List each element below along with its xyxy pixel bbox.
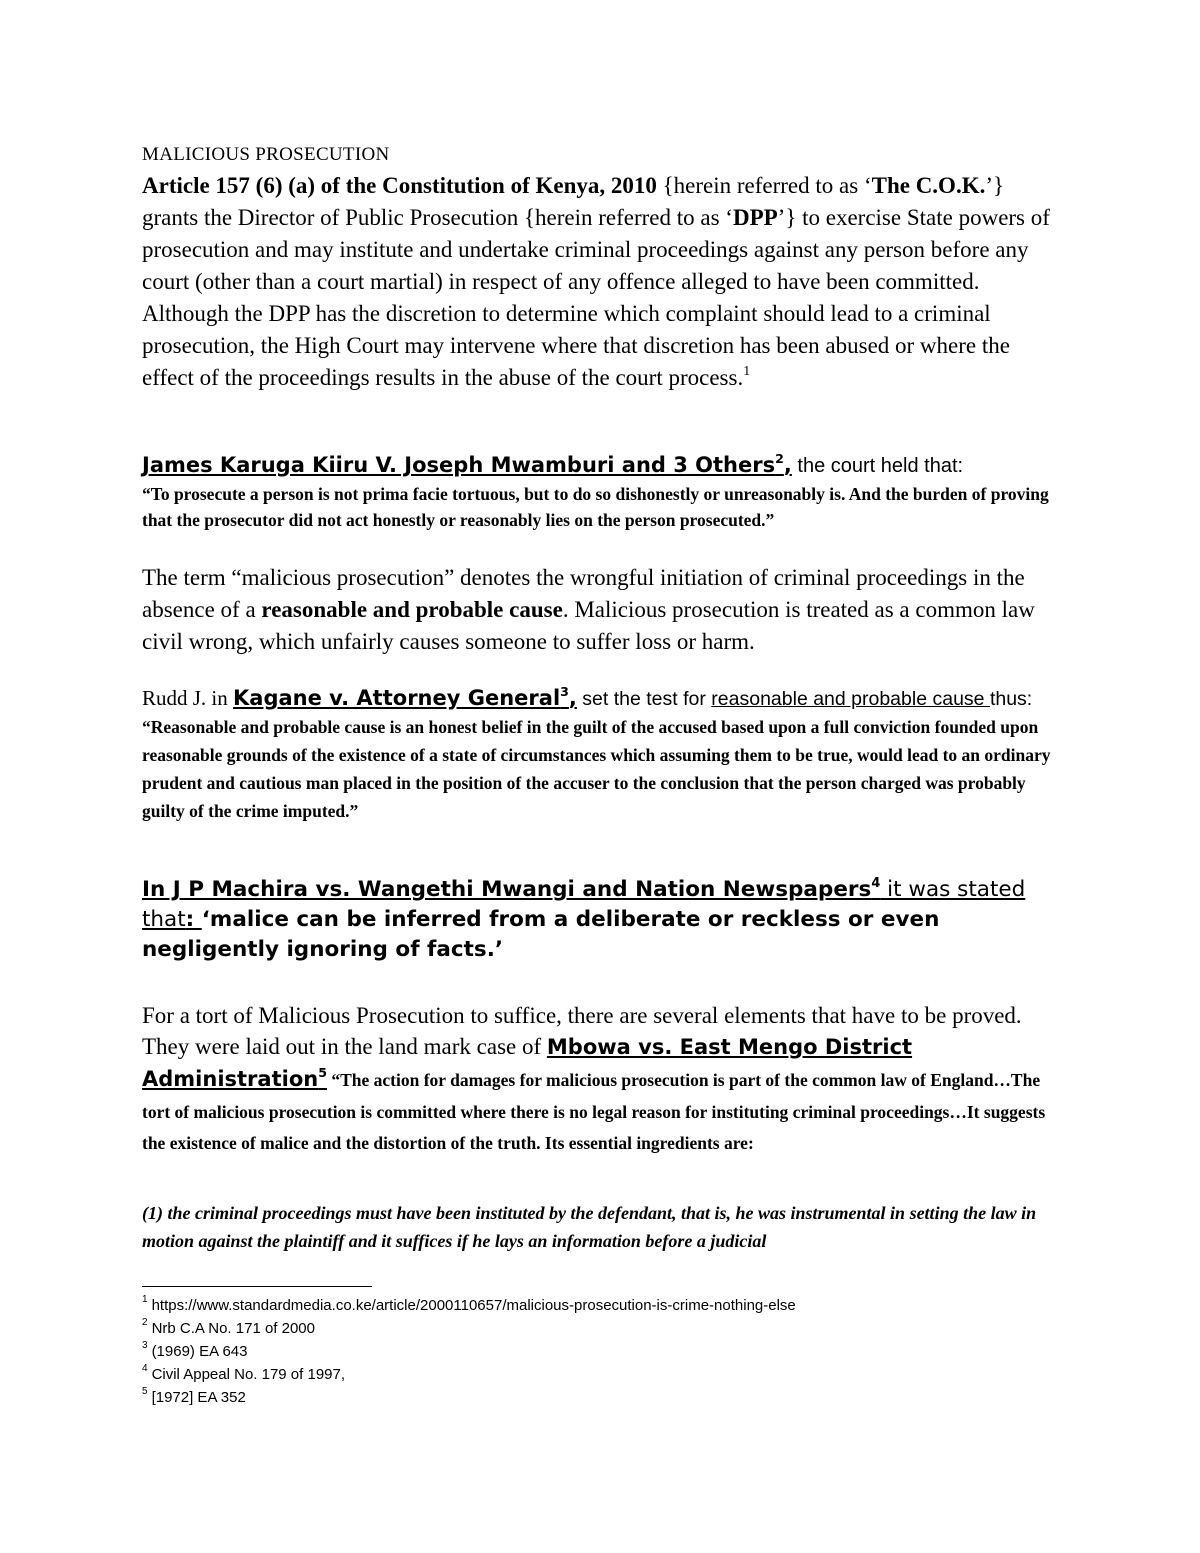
article-citation: Article 157 (6) (a) of the Constitution of Kenya, 2010 (142, 173, 657, 198)
ingredient-1: (1) the criminal proceedings must have been instituted by the defendant, that is, he was instrumental in setting the law in motion against the plaintiff and it suffices if he lays an information before a judicial (142, 1203, 1037, 1251)
case-karuga-heading: James Karuga Kiiru V. Joseph Mwamburi and 3 Others$^2$, the court held that: (142, 450, 964, 477)
footnote-3: $^3$ (1969) EA 643 (142, 1340, 248, 1360)
mbowa-paragraph: For a tort of Malicious Prosecution to suffice, there are several elements that have to be proved. They were laid out in the land mark case of Mbowa vs. East Mengo District Administration$^5$ “The action for damages for malicious prosecution is part of the common law of England…The tort of malicious prosecution is committed where there is no legal reason for instituting criminal proceedings…It suggests the existence of malice and the distortion of the truth. Its essential ingredients are: (142, 1003, 1046, 1153)
footnote-ref-2[interactable]: 2 (775, 450, 784, 466)
case-karuga-quote: “To prosecute a person is not prima facie tortuous, but to do so dishonestly or unreasonably is. And the burden of proving that the prosecutor did not act honestly or reasonably lies on the person prosecuted.” (142, 484, 1049, 530)
footnote-ref-5[interactable]: 5 (318, 1064, 327, 1080)
footnotes (142, 1294, 1062, 1409)
case-name: James Karuga Kiiru V. Joseph Mwamburi and 3 Others$^2$, (142, 450, 792, 477)
kagane-paragraph: Rudd J. in Kagane v. Attorney General$^3$, set the test for reasonable and probable cause thus: “Reasonable and probable cause is an honest belief in the guilt of the accused based upon a full conviction founded upon reasonable grounds of the existence of a state of circumstances which assuming them to be true, would lead to an ordinary prudent and cautious man placed in the position of the accuser to the conclusion that the person charged was probably guilty of the crime imputed.” (142, 683, 1051, 821)
footnote-ref-3[interactable]: 3 (560, 683, 569, 699)
footnote-ref-1[interactable]: 1 (743, 362, 751, 378)
footnote-2: $^2$ Nrb C.A No. 171 of 2000 (142, 1317, 315, 1337)
machira-paragraph (142, 875, 1062, 965)
footnote-4: $^4$ Civil Appeal No. 179 of 1997, (142, 1363, 346, 1383)
footnote-ref-4[interactable]: 4 (871, 875, 881, 891)
case-name: In J P Machira vs. Wangethi Mwangi and Nation Newspapers$^4$ it was stated that: (142, 875, 1026, 932)
footnote-5: $^5$ [1972] EA 352 (142, 1386, 246, 1406)
intro-paragraph: Article 157 (6) (a) of the Constitution of Kenya, 2010 {herein referred to as ‘The C.O.K.’} grants the Director of Public Prosecution {herein referred to as ‘DPP’} to exercise State powers of prosecution and may institute and undertake criminal proceedings against any person before any court (other than a court martial) in respect of any offence alleged to have been committed. Although the DPP has the discretion to determine which complaint should lead to a criminal prosecution, the High Court may intervene where that discretion has been abused or where the effect of the proceedings results in the abuse of the court process.$^1$ (142, 173, 1050, 390)
footnote-separator (142, 1286, 372, 1287)
machira-quote: ‘malice can be inferred from a deliberate or reckless or even negligently ignoring of facts.’ (142, 907, 940, 962)
footnote-1: $^1$ https://www.standardmedia.co.ke/article/2000110657/malicious-prosecution-is-crime-nothing-else (142, 1294, 796, 1314)
page-title: MALICIOUS PROSECUTION (142, 144, 390, 165)
footnote-link[interactable]: https://www.standardmedia.co.ke/article/2000110657/malicious-prosecution-is-crime-nothing-else (151, 1297, 796, 1314)
malicious-prosecution-definition: The term “malicious prosecution” denotes the wrongful initiation of criminal proceedings in the absence of a reasonable and probable cause. Malicious prosecution is treated as a common law civil wrong, which unfairly causes someone to suffer loss or harm. (142, 565, 1035, 654)
case-name: Kagane v. Attorney General$^3$, (233, 683, 577, 710)
mbowa-quote: “The action for damages for malicious prosecution is part of the common law of England…The tort of malicious prosecution is committed where there is no legal reason for instituting criminal proceedings…It suggests the existence of malice and the distortion of the truth. Its essential ingredients are: (142, 1070, 1046, 1153)
case-name: Mbowa vs. East Mengo District Administration$^5$ (142, 1035, 913, 1091)
kagane-quote: “Reasonable and probable cause is an honest belief in the guilt of the accused based upon a full conviction founded upon reasonable grounds of the existence of a state of circumstances which assuming them to be true, would lead to an ordinary prudent and cautious man placed in the position of the accuser to the conclusion that the person charged was probably guilty of the crime imputed.” (142, 717, 1051, 821)
